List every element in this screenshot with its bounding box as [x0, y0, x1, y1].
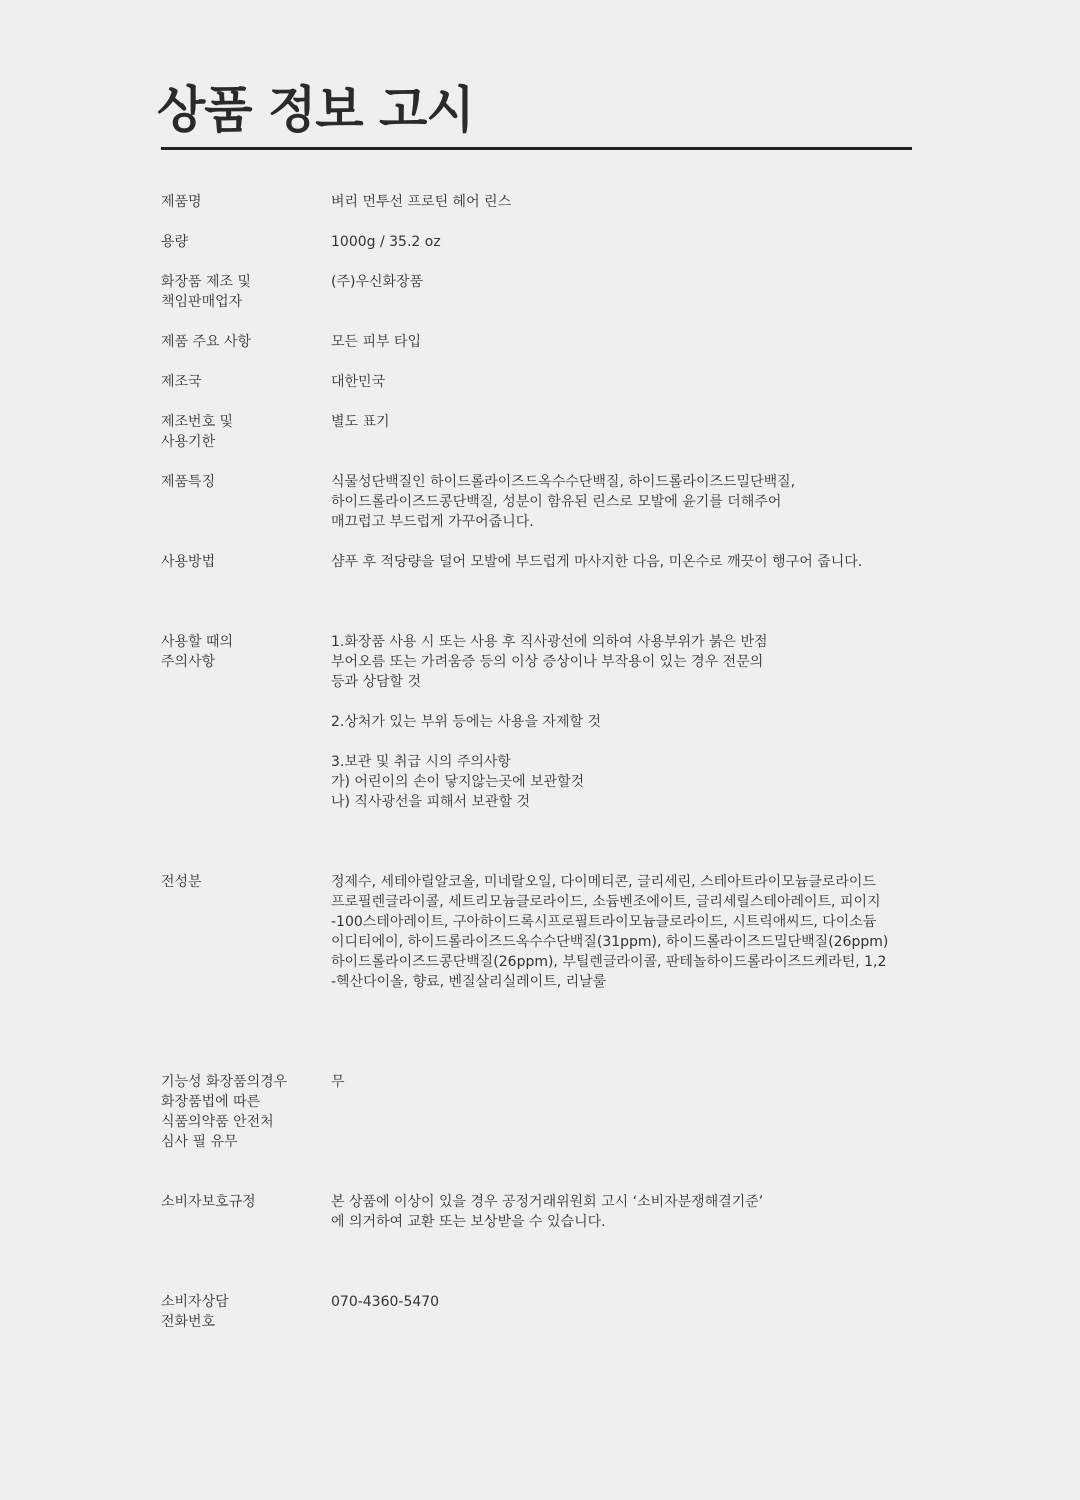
row-value: 무 — [331, 1074, 345, 1090]
row-value: 모든 피부 타입 — [331, 334, 422, 350]
row-label: 사용할 때의 주의사항 — [161, 634, 234, 670]
row-value: 본 상품에 이상이 있을 경우 공정거래위원회 고시 ‘소비자분쟁해결기준’ 에 의거하여 교환 또는 보상받을 수 있습니다. — [331, 1194, 764, 1230]
row-label: 제조번호 및 사용기한 — [161, 414, 234, 450]
row-value: 별도 표기 — [331, 414, 390, 430]
row-label: 제조국 — [161, 374, 202, 390]
row-value: 식물성단백질인 하이드롤라이즈드옥수수단백질, 하이드롤라이즈드밀단백질, 하이드롤라이즈드콩단백질, 성분이 함유된 린스로 모발에 윤기를 더해주어 매끄럽고 부드럽게 가꾸어줍니다. — [331, 474, 796, 530]
row-label: 용량 — [161, 234, 189, 250]
row-label: 소비자상담 전화번호 — [161, 1294, 229, 1330]
row-value: 샴푸 후 적당량을 덜어 모발에 부드럽게 마사지한 다음, 미온수로 깨끗이 행구어 줍니다. — [331, 554, 863, 570]
row-value: 1000g / 35.2 oz — [331, 234, 441, 250]
row-label: 전성분 — [161, 874, 202, 890]
row-value: 070-4360-5470 — [331, 1294, 440, 1310]
row-value: 1.화장품 사용 시 또는 사용 후 직사광선에 의하여 사용부위가 붉은 반점 부어오름 또는 가려움증 등의 이상 증상이나 부작용이 있는 경우 전문의 등과 상담할 것 2.상처가 있는 부위 등에는 사용을 자제할 것 3.보관 및 취급 시의 주의사항 가) 어린이의 손이 닿지않는곳에 보관할것 나) 직사광선을 피해서 보관할 것 — [331, 634, 768, 810]
row-label: 화장품 제조 및 책임판매업자 — [161, 274, 252, 310]
row-label: 제품 주요 사항 — [161, 334, 252, 350]
row-label: 기능성 화장품의경우 화장품법에 따른 식품의약품 안전처 심사 필 유무 — [161, 1074, 288, 1150]
row-value: 대한민국 — [331, 374, 386, 390]
row-label: 소비자보호규정 — [161, 1194, 256, 1210]
row-value: 정제수, 세테아릴알코올, 미네랄오일, 다이메티콘, 글리세린, 스테아트라이모늄클로라이드 프로필렌글라이콜, 세트리모늄클로라이드, 소듐벤조에이트, 글리세릴스테아레이트, 피이지 -100스테아레이트, 구아하이드록시프로필트라이모늄클로라이드, 시트릭애씨드, 다이소듐 이디티에이, 하이드롤라이즈드옥수수단백질(31ppm), 하이드롤라이즈드밀단백질(26ppm) 하이드롤라이즈드콩단백질(26ppm), 부틸렌글라이콜, 판테놀하이드롤라이즈드케라틴, 1,2 -헥산다이올, 향료, 벤질살리실레이트, 리날룰 — [331, 874, 889, 990]
title-divider — [161, 147, 912, 150]
page-title: 상품 정보 고시 — [157, 81, 474, 139]
row-label: 제품명 — [161, 194, 202, 210]
row-label: 제품특징 — [161, 474, 216, 490]
row-value: (주)우신화장품 — [331, 274, 424, 290]
row-value: 벼리 먼투선 프로틴 헤어 린스 — [331, 194, 512, 210]
row-label: 사용방법 — [161, 554, 216, 570]
